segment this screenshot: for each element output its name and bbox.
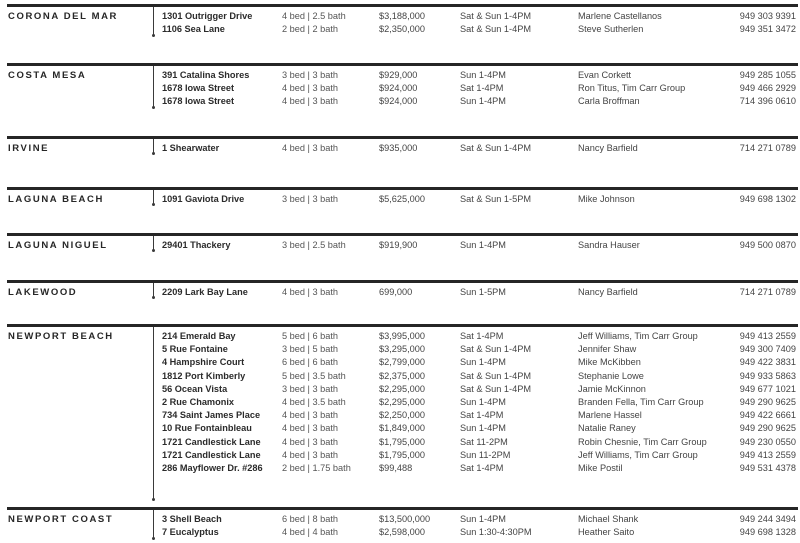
listing-beds-baths: 2 bed | 2 bath bbox=[282, 24, 339, 35]
listing-agent: Nancy Barfield bbox=[578, 287, 638, 297]
listing-list bbox=[7, 69, 798, 109]
listing-price: $2,250,000 bbox=[379, 410, 425, 421]
listing-price: $929,000 bbox=[379, 70, 418, 80]
listing-row bbox=[7, 193, 798, 206]
listing-price: $924,000 bbox=[379, 83, 418, 94]
listing-open-time: Sun 1:30-4:30PM bbox=[460, 527, 532, 538]
listing-phone: 949 422 6661 bbox=[739, 410, 796, 421]
listing-agent: Jennifer Shaw bbox=[578, 344, 637, 355]
listing-beds-baths: 3 bed | 3 bath bbox=[282, 194, 339, 204]
listing-phone: 714 271 0789 bbox=[739, 287, 796, 297]
listing-price: $13,500,000 bbox=[379, 514, 431, 524]
listing-row bbox=[7, 513, 798, 526]
listing-address: 5 Rue Fontaine bbox=[162, 344, 228, 355]
listing-price: $2,598,000 bbox=[379, 527, 425, 538]
listing-agent: Jamie McKinnon bbox=[578, 383, 646, 394]
listing-open-time: Sat 1-4PM bbox=[460, 331, 504, 341]
listing-beds-baths: 2 bed | 1.75 bath bbox=[282, 462, 351, 473]
listing-beds-baths: 4 bed | 3 bath bbox=[282, 449, 339, 460]
listing-address: 1678 Iowa Street bbox=[162, 83, 235, 94]
listing-agent: Steve Sutherlen bbox=[578, 24, 644, 35]
listing-price: $3,188,000 bbox=[379, 11, 425, 21]
listing-phone: 949 413 2559 bbox=[739, 331, 796, 341]
listing-price: $2,799,000 bbox=[379, 357, 425, 368]
listing-phone: 949 290 9625 bbox=[739, 396, 796, 407]
listing-row bbox=[7, 286, 798, 299]
listing-row bbox=[7, 526, 798, 539]
listing-address: 2 Rue Chamonix bbox=[162, 396, 234, 407]
listing-list bbox=[7, 286, 798, 299]
city-name: IRVINE bbox=[8, 143, 50, 154]
listing-open-time: Sat & Sun 1-4PM bbox=[460, 24, 531, 35]
listing-address: 56 Ocean Vista bbox=[162, 383, 228, 394]
listing-price: $99,488 bbox=[379, 462, 413, 473]
listing-price: $2,295,000 bbox=[379, 383, 425, 394]
section-divider bbox=[7, 507, 798, 510]
listing-address: 734 Saint James Place bbox=[162, 410, 261, 421]
section-divider bbox=[7, 280, 798, 283]
listing-address: 3 Shell Beach bbox=[162, 514, 222, 524]
listing-address: 391 Catalina Shores bbox=[162, 70, 250, 80]
section-divider bbox=[7, 324, 798, 327]
listing-phone: 949 466 2929 bbox=[739, 83, 796, 94]
listing-beds-baths: 3 bed | 3 bath bbox=[282, 383, 339, 394]
listing-row bbox=[7, 449, 798, 462]
listing-open-time: Sun 1-4PM bbox=[460, 357, 506, 368]
listing-beds-baths: 3 bed | 5 bath bbox=[282, 344, 339, 355]
listing-phone: 949 531 4378 bbox=[739, 462, 796, 473]
listing-open-time: Sun 1-4PM bbox=[460, 96, 506, 107]
listing-list bbox=[7, 193, 798, 206]
listing-open-time: Sun 1-4PM bbox=[460, 423, 506, 434]
listing-beds-baths: 5 bed | 3.5 bath bbox=[282, 370, 346, 381]
listing-open-time: Sun 1-4PM bbox=[460, 514, 506, 524]
listing-phone: 714 271 0789 bbox=[739, 143, 796, 153]
listing-agent: Mike McKibben bbox=[578, 357, 641, 368]
listing-agent: Marlene Hassel bbox=[578, 410, 642, 421]
listing-agent: Mike Postil bbox=[578, 462, 623, 473]
listing-address: 4 Hampshire Court bbox=[162, 357, 245, 368]
listing-row bbox=[7, 370, 798, 383]
listing-agent: Stephanie Lowe bbox=[578, 370, 644, 381]
listing-beds-baths: 6 bed | 8 bath bbox=[282, 514, 339, 524]
listing-open-time: Sat & Sun 1-4PM bbox=[460, 11, 531, 21]
listing-address: 1721 Candlestick Lane bbox=[162, 436, 261, 447]
listing-open-time: Sat & Sun 1-5PM bbox=[460, 194, 531, 204]
listing-list bbox=[7, 239, 798, 252]
listing-open-time: Sun 1-4PM bbox=[460, 396, 506, 407]
listing-phone: 949 230 0550 bbox=[739, 436, 796, 447]
listing-beds-baths: 5 bed | 6 bath bbox=[282, 331, 339, 341]
listing-beds-baths: 4 bed | 3 bath bbox=[282, 436, 339, 447]
listing-address: 1091 Gaviota Drive bbox=[162, 194, 245, 204]
listing-address: 1721 Candlestick Lane bbox=[162, 449, 261, 460]
listing-phone: 949 290 9625 bbox=[739, 423, 796, 434]
listing-price: $1,795,000 bbox=[379, 436, 425, 447]
listing-agent: Jeff Williams, Tim Carr Group bbox=[578, 449, 698, 460]
listing-agent: Michael Shank bbox=[578, 514, 639, 524]
listing-open-time: Sat & Sun 1-4PM bbox=[460, 143, 531, 153]
listing-row bbox=[7, 383, 798, 396]
listing-phone: 949 285 1055 bbox=[739, 70, 796, 80]
listing-price: $2,375,000 bbox=[379, 370, 425, 381]
listing-row bbox=[7, 239, 798, 252]
listing-address: 1301 Outrigger Drive bbox=[162, 11, 253, 21]
listing-row bbox=[7, 69, 798, 82]
listing-address: 29401 Thackery bbox=[162, 240, 231, 250]
listing-phone: 949 300 7409 bbox=[739, 344, 796, 355]
listing-row bbox=[7, 356, 798, 369]
listing-price: $924,000 bbox=[379, 96, 418, 107]
listing-agent: Mike Johnson bbox=[578, 194, 635, 204]
listing-beds-baths: 4 bed | 3 bath bbox=[282, 83, 339, 94]
city-name: NEWPORT COAST bbox=[8, 514, 114, 525]
listing-agent: Branden Fella, Tim Carr Group bbox=[578, 396, 704, 407]
listing-open-time: Sun 1-5PM bbox=[460, 287, 506, 297]
listing-beds-baths: 4 bed | 4 bath bbox=[282, 527, 339, 538]
listing-agent: Evan Corkett bbox=[578, 70, 632, 80]
listing-phone: 949 413 2559 bbox=[739, 449, 796, 460]
listing-address: 1812 Port Kimberly bbox=[162, 370, 246, 381]
listing-agent: Jeff Williams, Tim Carr Group bbox=[578, 331, 698, 341]
listing-address: 2209 Lark Bay Lane bbox=[162, 287, 248, 297]
listing-price: $3,295,000 bbox=[379, 344, 425, 355]
listing-agent: Nancy Barfield bbox=[578, 143, 638, 153]
listing-beds-baths: 4 bed | 3 bath bbox=[282, 287, 339, 297]
listing-row bbox=[7, 142, 798, 155]
listing-beds-baths: 4 bed | 3 bath bbox=[282, 96, 339, 107]
listing-beds-baths: 4 bed | 2.5 bath bbox=[282, 11, 346, 21]
section-divider bbox=[7, 187, 798, 190]
listing-agent: Ron Titus, Tim Carr Group bbox=[578, 83, 686, 94]
listing-beds-baths: 3 bed | 3 bath bbox=[282, 70, 339, 80]
listing-list bbox=[7, 513, 798, 539]
listing-row bbox=[7, 409, 798, 422]
city-name: NEWPORT BEACH bbox=[8, 331, 114, 342]
listing-address: 286 Mayflower Dr. #286 bbox=[162, 462, 263, 473]
listing-open-time: Sun 1-4PM bbox=[460, 70, 506, 80]
listing-open-time: Sat 1-4PM bbox=[460, 83, 504, 94]
listing-row bbox=[7, 10, 798, 23]
city-name: CORONA DEL MAR bbox=[8, 11, 119, 22]
listing-open-time: Sat 11-2PM bbox=[460, 436, 508, 447]
listing-phone: 949 303 9391 bbox=[739, 11, 796, 21]
section-divider bbox=[7, 136, 798, 139]
listing-phone: 949 500 0870 bbox=[739, 240, 796, 250]
section-divider bbox=[7, 63, 798, 66]
listing-agent: Marlene Castellanos bbox=[578, 11, 662, 21]
city-name: LAGUNA BEACH bbox=[8, 194, 104, 205]
listing-row bbox=[7, 436, 798, 449]
listing-address: 214 Emerald Bay bbox=[162, 331, 236, 341]
listing-phone: 949 698 1328 bbox=[739, 527, 796, 538]
listing-price: 699,000 bbox=[379, 287, 413, 297]
city-name: LAGUNA NIGUEL bbox=[8, 240, 108, 251]
listing-open-time: Sat 1-4PM bbox=[460, 410, 504, 421]
listing-list bbox=[7, 330, 798, 475]
listing-row bbox=[7, 343, 798, 356]
listing-price: $2,295,000 bbox=[379, 396, 425, 407]
listing-phone: 949 244 3494 bbox=[739, 514, 796, 524]
listing-price: $935,000 bbox=[379, 143, 418, 153]
listing-beds-baths: 4 bed | 3 bath bbox=[282, 143, 339, 153]
city-name: COSTA MESA bbox=[8, 70, 87, 81]
listing-price: $5,625,000 bbox=[379, 194, 425, 204]
listing-address: 10 Rue Fontainbleau bbox=[162, 423, 252, 434]
listing-row bbox=[7, 422, 798, 435]
listing-list bbox=[7, 10, 798, 36]
listing-row bbox=[7, 462, 798, 475]
listing-row bbox=[7, 396, 798, 409]
listing-address: 1678 Iowa Street bbox=[162, 96, 235, 107]
listing-beds-baths: 4 bed | 3 bath bbox=[282, 410, 339, 421]
listing-open-time: Sat 1-4PM bbox=[460, 462, 504, 473]
listing-agent: Heather Saito bbox=[578, 527, 635, 538]
listing-beds-baths: 4 bed | 3.5 bath bbox=[282, 396, 346, 407]
listing-agent: Sandra Hauser bbox=[578, 240, 640, 250]
listing-open-time: Sat & Sun 1-4PM bbox=[460, 370, 531, 381]
listing-row bbox=[7, 95, 798, 108]
listing-price: $1,849,000 bbox=[379, 423, 425, 434]
listing-address: 7 Eucalyptus bbox=[162, 527, 219, 538]
listing-open-time: Sat & Sun 1-4PM bbox=[460, 383, 531, 394]
listing-agent: Carla Broffman bbox=[578, 96, 640, 107]
city-name: LAKEWOOD bbox=[8, 287, 78, 298]
listing-phone: 949 933 5863 bbox=[739, 370, 796, 381]
listing-address: 1 Shearwater bbox=[162, 143, 220, 153]
listing-open-time: Sun 11-2PM bbox=[460, 449, 511, 460]
listing-price: $3,995,000 bbox=[379, 331, 425, 341]
listing-price: $2,350,000 bbox=[379, 24, 425, 35]
listing-phone: 949 351 3472 bbox=[739, 24, 796, 35]
listing-phone: 714 396 0610 bbox=[739, 96, 796, 107]
listing-address: 1106 Sea Lane bbox=[162, 24, 225, 35]
listing-phone: 949 677 1021 bbox=[739, 383, 796, 394]
listing-beds-baths: 6 bed | 6 bath bbox=[282, 357, 339, 368]
listing-row bbox=[7, 23, 798, 36]
listing-price: $1,795,000 bbox=[379, 449, 425, 460]
listing-row bbox=[7, 330, 798, 343]
section-divider bbox=[7, 4, 798, 7]
listing-list bbox=[7, 142, 798, 155]
listing-open-time: Sat & Sun 1-4PM bbox=[460, 344, 531, 355]
listing-open-time: Sun 1-4PM bbox=[460, 240, 506, 250]
listing-phone: 949 698 1302 bbox=[739, 194, 796, 204]
listing-price: $919,900 bbox=[379, 240, 418, 250]
listing-beds-baths: 4 bed | 3 bath bbox=[282, 423, 339, 434]
listing-beds-baths: 3 bed | 2.5 bath bbox=[282, 240, 346, 250]
listing-phone: 949 422 3831 bbox=[739, 357, 796, 368]
section-divider bbox=[7, 233, 798, 236]
listing-agent: Robin Chesnie, Tim Carr Group bbox=[578, 436, 707, 447]
listing-agent: Natalie Raney bbox=[578, 423, 636, 434]
listing-row bbox=[7, 82, 798, 95]
